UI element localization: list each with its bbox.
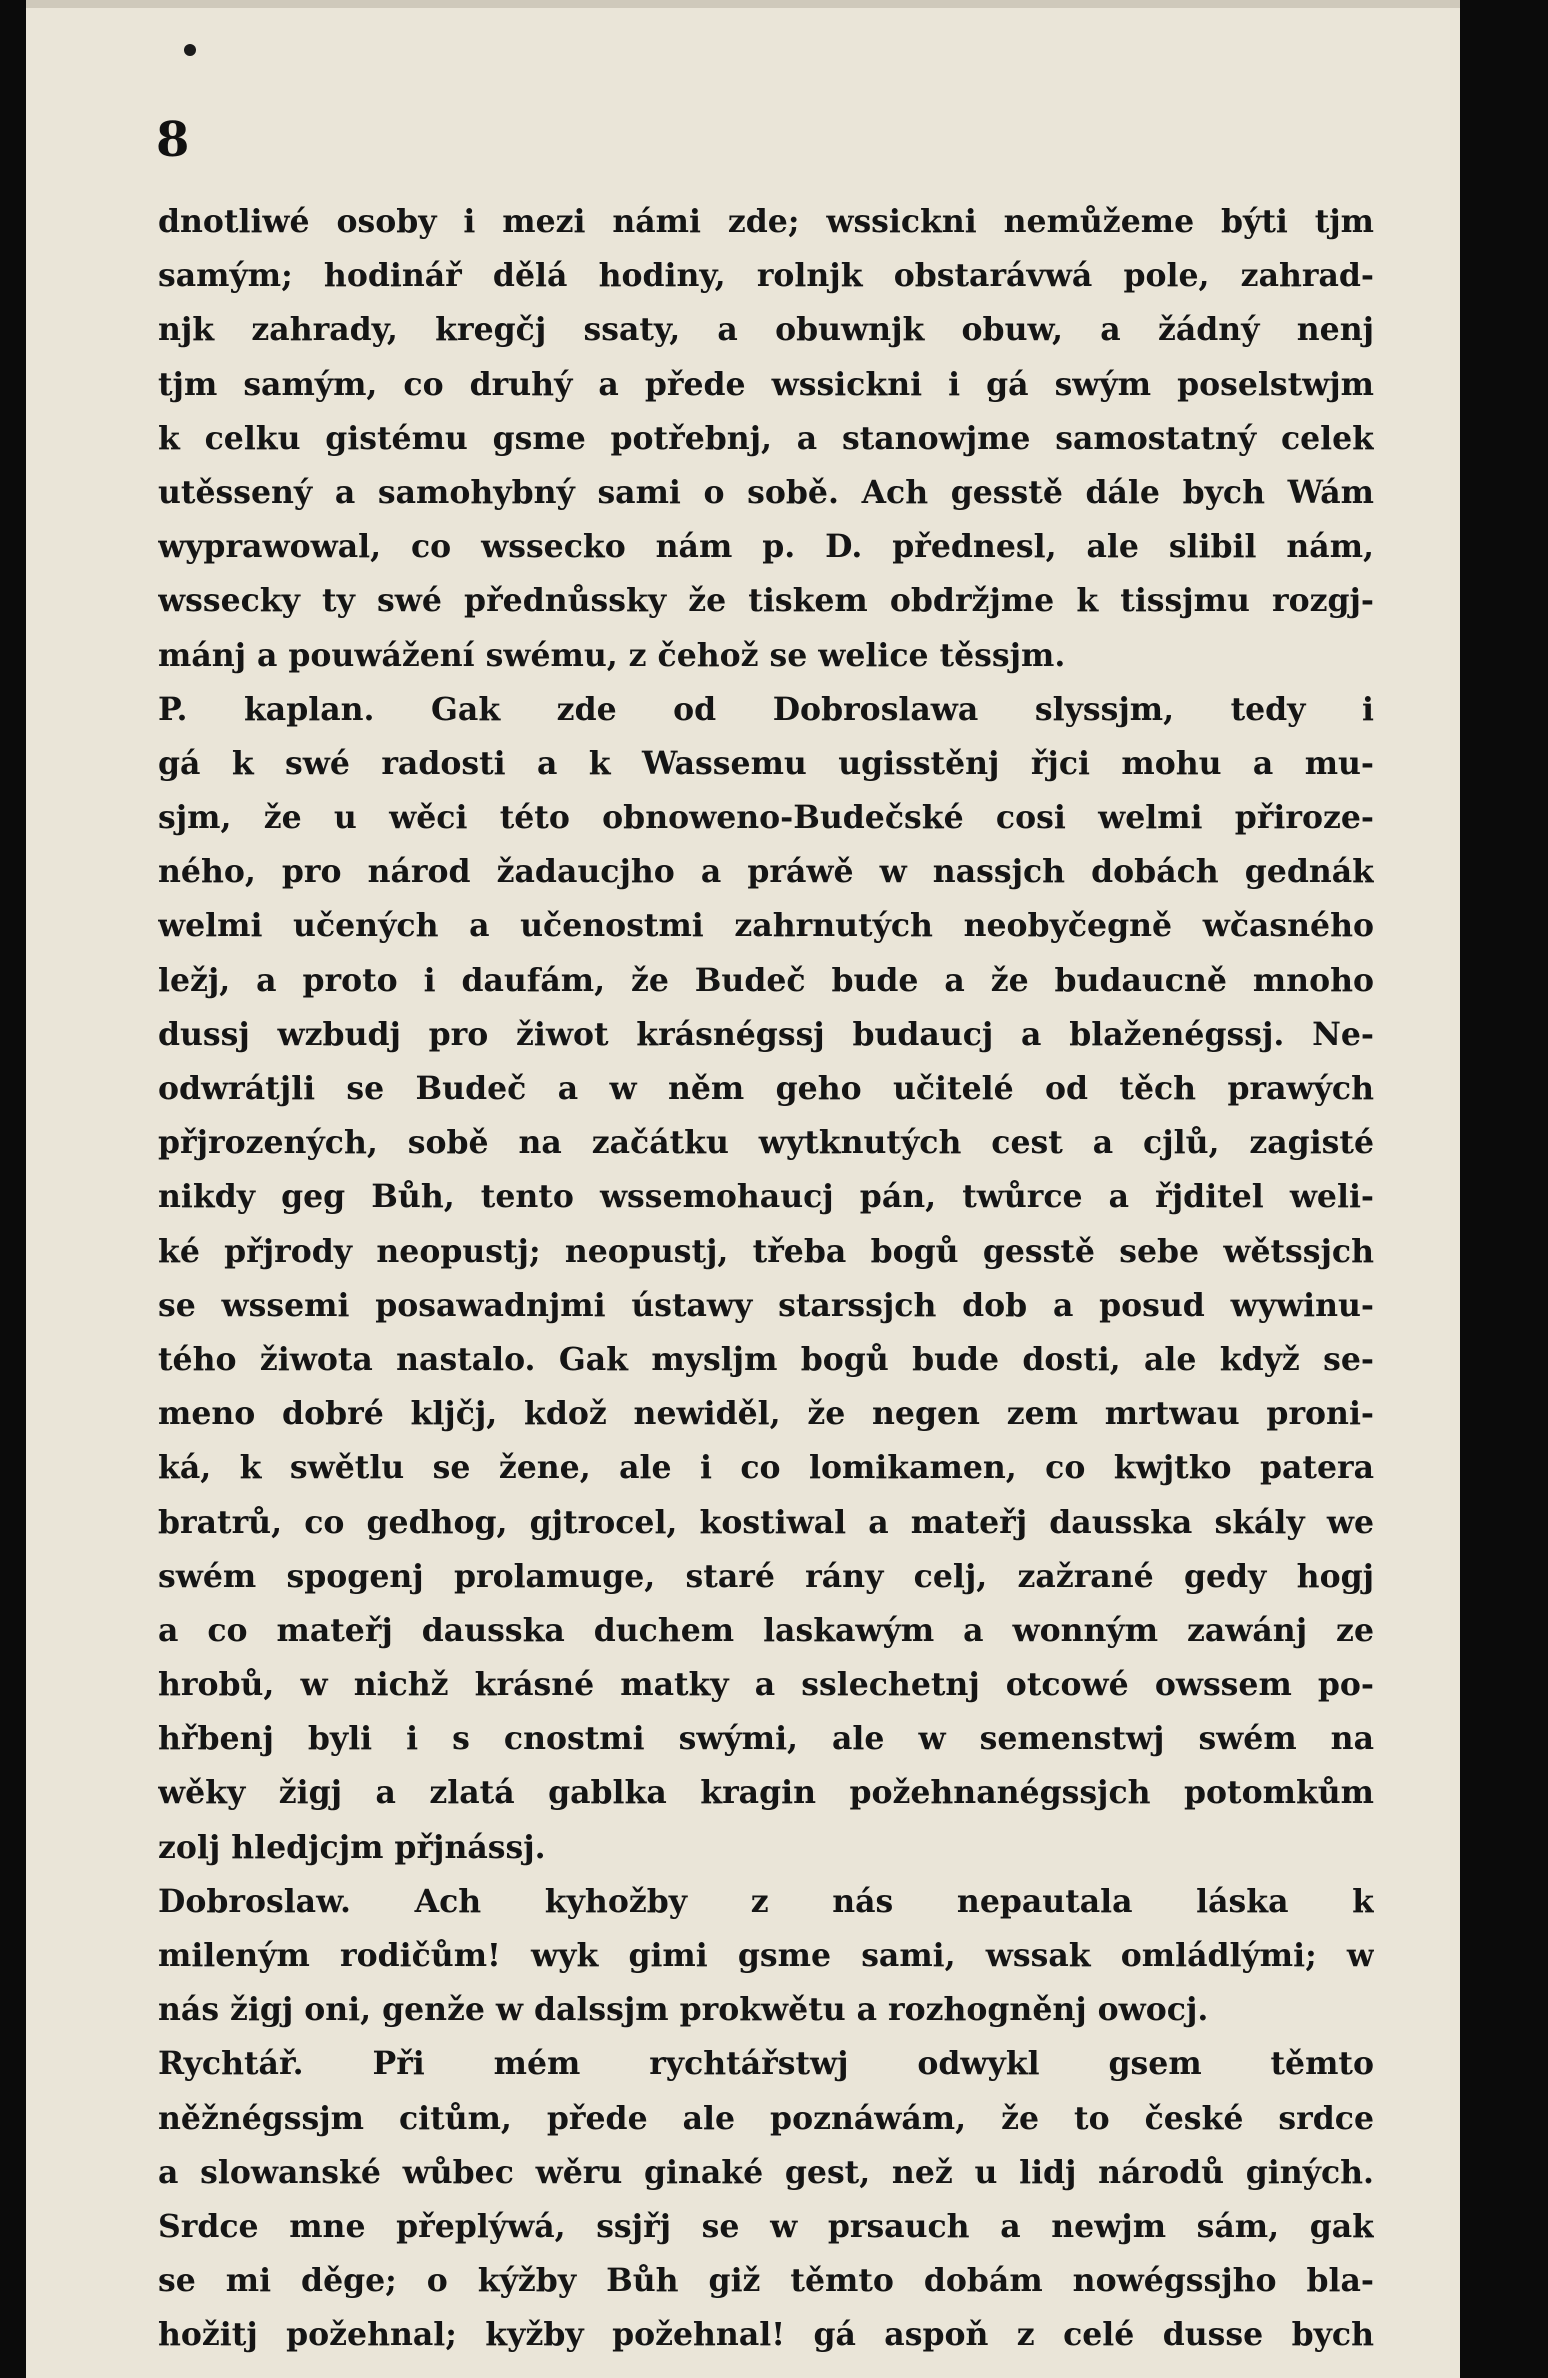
text-line: přjrozených, sobě na začátku wytknutých cest a cjlů, zagisté (158, 1124, 1374, 1162)
text-line: tého žiwota nastalo. Gak myslјm bogů bude dosti, ale když se- (158, 1340, 1374, 1378)
text-line: Srdce mne přeplýwá, ssjřj se w prsauch a newjm sám, gak (158, 2207, 1374, 2245)
text-line: odwrátjli se Budeč a w něm geho učitelé od těch prawých (158, 1070, 1374, 1107)
ink-speck (184, 44, 196, 56)
text-line: k celku gistému gsme potřebnj, a stanowjme samostatný celek (158, 419, 1374, 457)
text-line: se wssemi posawadnjmi ústawy starssjch dob a posud wywinu- (158, 1286, 1374, 1324)
text-line: a slowanské wůbec wěru ginaké gest, než u lidj národů giných. (158, 2153, 1374, 2191)
text-line: Dobroslaw. Ach kyhožby z nás nepautala láska k (158, 1882, 1374, 1920)
text-line: zolj hledjcjm přjnássj. (158, 1828, 546, 1866)
text-line: meno dobré kljčj, kdož newiděl, že negen zem mrtwau proni- (158, 1395, 1374, 1433)
text-line: ležj, a proto i daufám, že Budeč bude a že budaucně mnoho (158, 961, 1374, 999)
text-line: tjm samým, co druhý a přede wssickni i gá swým poselstwjm (158, 365, 1374, 403)
text-line: Rychtář. Při mém rychtářstwj odwykl gsem těmto (158, 2045, 1374, 2083)
text-line: dussj wzbudj pro žiwot krásnégssj budaucj a blaženégssj. Ne- (158, 1015, 1374, 1053)
text-line: hrobů, w nichž krásné matky a sslechetnj otcowé owssem po- (158, 1666, 1374, 1704)
text-line: welmi učených a učenostmi zahrnutých neobyčegně wčasného (158, 907, 1374, 945)
text-line: se mi děge; o kýžby Bůh giž těmto dobám nowégssjho bla- (158, 2262, 1374, 2300)
text-line: ké přjrody neopustj; neopustj, třeba bogů gesstě sebe wětssjch (158, 1232, 1374, 1270)
text-line: mánj a pouwážení swému, z čehož se welice těssjm. (158, 636, 1066, 674)
text-line: ného, pro národ žadaucjho a práwě w nassjch dobách gednák (158, 853, 1374, 891)
text-line: samým; hodinář dělá hodiny, rolnjk obstarávwá pole, zahrad- (158, 257, 1374, 295)
text-line: wěky žigj a zlatá gablka kragin požehnanégssjch potomkům (158, 1774, 1374, 1812)
top-edge (26, 0, 1504, 8)
text-line: dnotliwé osoby i mezi námi zde; wssickni nemůžeme býti tjm (158, 203, 1374, 240)
text-line: hřbenj byli i s cnostmi swými, ale w semenstwj swém na (158, 1720, 1374, 1758)
text-line: swém spogenj prolamuge, staré rány celj, zažrané gedy hogj (158, 1557, 1374, 1595)
text-line: wssecky ty swé přednůssky že tiskem obdržjme k tissjmu rozgj- (158, 582, 1374, 620)
text-line: wyprawowal, co wssecko nám p. D. přednesl, ale slibil nám, (158, 528, 1374, 566)
text-line: sjm, že u wěci této obnoweno-Budečské cosi welmi přiroze- (158, 799, 1374, 837)
text-line: mileným rodičům! wyk gimi gsme sami, wssak omládlými; w (158, 1937, 1374, 1974)
text-line: nikdy geg Bůh, tento wssemohaucj pán, twůrce a řjditel weli- (158, 1178, 1374, 1216)
text-line: njk zahrady, kregčj ssaty, a obuwnjk obuw, a žádný nenj (158, 311, 1374, 349)
text-line: ká, k swětlu se žene, ale i co lomikamen, co kwjtko patera (158, 1449, 1374, 1487)
text-line: nás žigj oni, genže w dalssjm prokwětu a rozhogněnj owocj. (158, 1991, 1209, 2029)
text-line: P. kaplan. Gak zde od Dobroslawa slyssjm, tedy i (158, 690, 1374, 728)
text-line: utěssený a samohybný sami o sobě. Ach gesstě dále bych Wám (158, 473, 1374, 511)
page-number: 8 (156, 112, 190, 168)
scanned-page (26, 0, 1504, 2378)
text-line: hožitj požehnal; kyžby požehnal! gá aspoň z celé dusse bych (158, 2316, 1374, 2354)
text-line: bratrů, co gedhog, gjtrocel, kostiwal a mateřj dausska skály we (158, 1503, 1374, 1541)
text-line: gá k swé radosti a k Wassemu ugisstěnj řjci mohu a mu- (158, 744, 1374, 782)
body-text (158, 195, 1374, 2363)
scan-edge (1460, 0, 1504, 2378)
text-line: něžnégssjm citům, přede ale poznáwám, že to české srdce (158, 2099, 1374, 2137)
text-line: a co mateřj dausska duchem laskawým a wonným zawánj ze (158, 1611, 1374, 1649)
